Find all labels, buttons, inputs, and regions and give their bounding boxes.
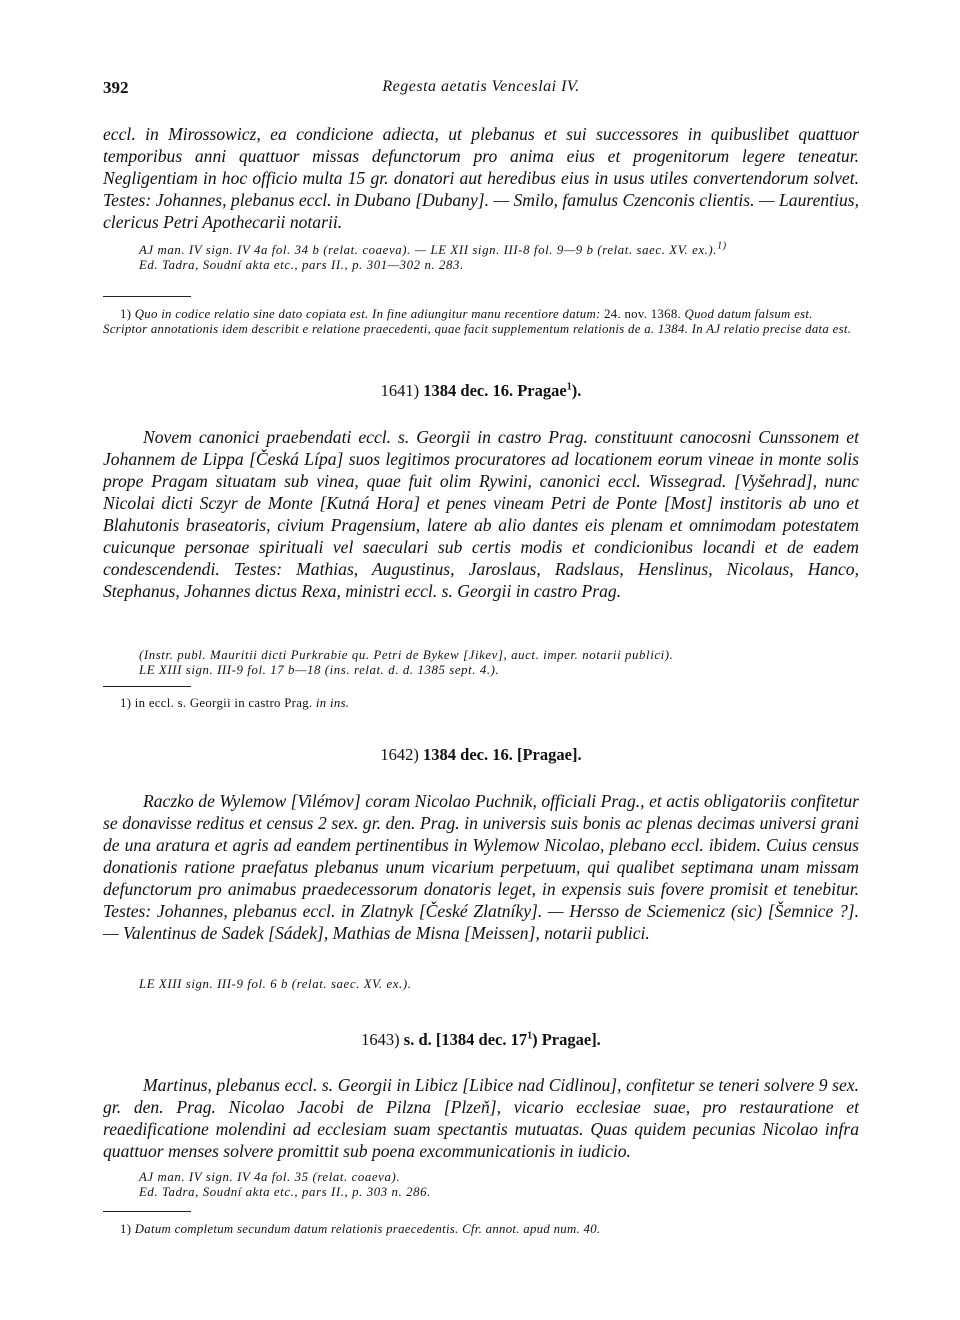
running-head: Regesta aetatis Venceslai IV.	[382, 78, 580, 95]
footnote-rule	[103, 296, 191, 297]
edition-line: Ed. Tadra, Soudní akta etc., pars II., p. 303 n. 286.	[139, 1185, 431, 1199]
page-header	[103, 78, 859, 102]
source-line: LE XIII sign. III-9 fol. 17 b—18 (ins. relat. d. d. 1385 sept. 4.).	[139, 663, 500, 677]
page-number: 392	[103, 78, 129, 97]
source-line: LE XIII sign. III-9 fol. 6 b (relat. saec. XV. ex.).	[139, 977, 412, 991]
continued-entry	[103, 123, 859, 233]
entry-text-1643: Martinus, plebanus eccl. s. Georgii in Libicz [Libice nad Cidlinou], confitetur se teneri solvere 9 sex. gr. den. Prag. Nicolao Jacobi de Pilzna [Plzeň], vicario ecclesiae suae, pro restauratione et reaedificatione molendini ad ecclesiam suam spectantis mutuatas. Quas quidem pecunias Nicolao infra quattuor menses solvere promittit sub poena excommunicationis in iudicio.	[103, 1075, 859, 1161]
footnote: 1) in eccl. s. Georgii in castro Prag. in ins.	[120, 696, 350, 710]
footnote-marker: 1)	[120, 696, 132, 710]
footnote: 1) Datum completum secundum datum relationis praecedentis. Cfr. annot. apud num. 40.	[120, 1222, 601, 1236]
continued-entry-text: eccl. in Mirossowicz, ea condicione adiecta, ut plebanus et sui successores in quibuslibet quattuor temporibus anni quattuor missas defunctorum pro anima eius et progenitorum legere teneatur. Negligentiam in hoc officio multa 15 gr. donatori aut heredibus eius in usus utiles convertendorum solvet. Testes: Johannes, plebanus eccl. in Dubano [Dubany]. — Smilo, famulus Czenconis clientis. — Laurentius, clericus Petri Apothecarii notarii.	[103, 124, 859, 232]
entry-heading-1643: 1643) s. d. [1384 dec. $17^1$) Pragae].	[361, 1030, 601, 1049]
entry-heading-1641: 1641) 1384 dec. 16. Pragae$^1$).	[380, 381, 582, 400]
source-line: (Instr. publ. Mauritii dicti Purkrabie qu. Petri de Bykew [Jikev], auct. imper. notarii publici).	[139, 648, 674, 662]
entry-sources-1641	[103, 648, 859, 678]
entry-text-1641: Novem canonici praebendati eccl. s. Georgii in castro Prag. constituunt canocosni Cunssonem et Johannem de Lippa [Česká Lípa] suos legitimos procuratores ad locationem eorum vineae in monte solis prope Pragam situatam sub vinea, quae fuit olim Rywini, canonici eccl. Wissegrad. [Vyšehrad], nunc Nicolai dicti Sczyr de Monte [Kutná Hora] et penes vineam Petri de Ponte [Most] institoris ab uno et Blahutonis braseatoris, civium Pragensium, latere ab alio dantes eis plenam et omnimodam potestatem cuicunque personae spirituali vel saeculari sub certis modis et condicionibus locandi et de eadem condescendendi. Testes: Mathias, Augustinus, Jaroslaus, Radslaus, Henslinus, Nicolaus, Hanco, Stephanus, Johannes dictus Rexa, ministri eccl. s. Georgii in castro Prag.	[103, 427, 859, 601]
footnote: 1) Quo in codice relatio sine dato copiata est. In fine adiungitur manu recentiore datum: 24. nov. 1368. Quod datum falsum est. Scriptor annotationis idem describit e relatione praecedenti, quae facit supplementum relationis de a. 1384. In AJ relatio precise data est.	[103, 307, 852, 336]
footnote-rule	[103, 686, 191, 687]
entry-sources-1643	[103, 1170, 859, 1200]
footnote-ref: 1)	[717, 240, 727, 252]
source-line: AJ man. IV sign. IV 4a fol. 35 (relat. coaeva).	[139, 1170, 401, 1184]
source-line: AJ man. IV sign. IV 4a fol. 34 b (relat. coaeva). — LE XII sign. III-8 fol. 9—9 b (relat. saec. XV. ex.).$^{1)}$	[139, 240, 727, 257]
footnote-marker: 1)	[120, 307, 132, 321]
entry-text-1642: Raczko de Wylemow [Vilémov] coram Nicolao Puchnik, officiali Prag., et actis obligatoriis confitetur se donavisse reditus et census 2 sex. gr. den. Prag. in universis suis bonis ac plenas decimas universi grani de una aratura et agris ad eandem pertinentibus in Wylemow Nicolao, plebano eccl. ibidem. Cuius census donationis ratione praefatus plebanus unum vicarium perpetuum, qui qualibet septimana unam missam defunctorum pro animabus praedecessorum donatoris leget, in expensis suis fovere promisit et tenebitur. Testes: Johannes, plebanus eccl. in Zlatnyk [České Zlatníky]. — Hersso de Sciemenicz (sic) [Šemnice ?]. — Valentinus de Sadek [Sádek], Mathias de Misna [Meissen], notarii publici.	[103, 791, 859, 943]
footnote-rule	[103, 1211, 191, 1212]
entry-heading-1642: 1642) 1384 dec. 16. [Pragae].	[380, 745, 582, 764]
entry-sources-1642	[103, 977, 859, 992]
continued-entry-sources	[103, 240, 859, 273]
edition-line: Ed. Tadra, Soudní akta etc., pars II., p. 301—302 n. 283.	[139, 258, 464, 272]
footnote-marker: 1)	[120, 1222, 132, 1236]
